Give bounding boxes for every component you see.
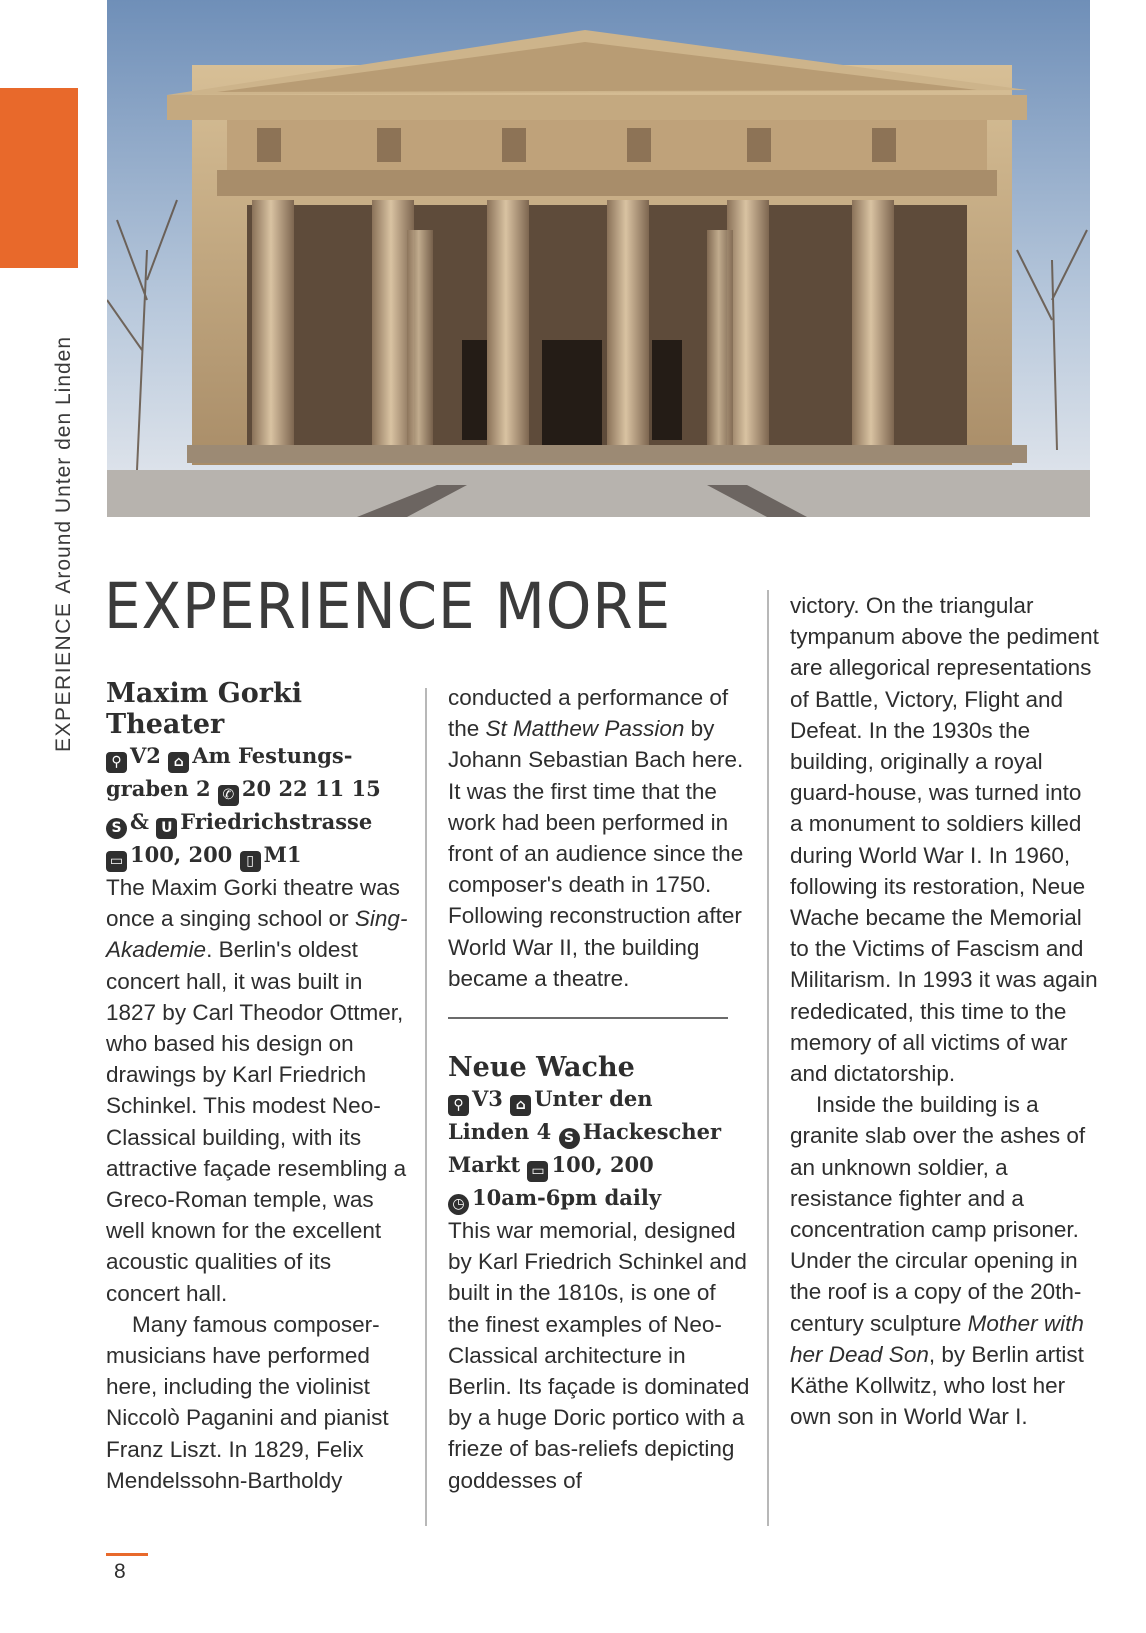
text-run: conducted a performance of the xyxy=(448,685,729,742)
text-run: The Maxim Gorki theatre was once a singing school or xyxy=(106,875,400,932)
map-pin-icon: ⚲ xyxy=(448,1095,469,1116)
map-ref: V3 xyxy=(472,1086,503,1111)
transit-connector: & xyxy=(130,809,157,834)
maxim-gorki-info xyxy=(106,740,411,872)
maxim-paragraph-3 xyxy=(448,682,753,994)
neue-wache-info xyxy=(448,1083,753,1215)
chapter-label: EXPERIENCE xyxy=(52,601,75,752)
maxim-paragraph-2: Many famous composer-musicians have performed here, including the violinist Niccolò Paganini and pianist Franz Liszt. In 1829, Felix Mendelssohn-Bartholdy xyxy=(106,1311,389,1493)
map-ref: V2 xyxy=(130,743,161,768)
chapter-side-label xyxy=(52,336,76,752)
text-emphasis: Mother with her Dead Son xyxy=(790,1310,1084,1367)
column-2 xyxy=(448,682,753,994)
address-line-1: Unter den xyxy=(534,1086,653,1111)
entry-separator xyxy=(448,1017,728,1019)
bus-icon: ▭ xyxy=(106,851,127,872)
neue-paragraph-2: victory. On the triangular tympanum above the pediment are allegorical representations of Battle, Victory, Flight and Defeat. In the 1930s the building, originally a royal guard-house, was turned into a monument to soldiers killed during World War I. In 1960, following its restoration, Neue Wache became the Memorial to the Victims of Fascism and Militarism. In 1993 it was again rededicated, this time to the memory of all victims of war and dictatorship. xyxy=(790,593,1099,1087)
text-emphasis: Sing-Akademie xyxy=(106,906,408,963)
station-name: Friedrichstrasse xyxy=(180,809,373,834)
column-divider xyxy=(767,590,769,1526)
phone-number: 20 22 11 15 xyxy=(241,776,381,801)
maxim-paragraph-1 xyxy=(106,872,411,1309)
text-run: by Johann Sebastian Bach here. It was the first time that the work had been performed in front of an audience since the composer's death in 1750. Following reconstruction after World War II, the building became a theatre. xyxy=(448,716,744,991)
neue-paragraph-1: This war memorial, designed by Karl Friedrich Schinkel and built in the 1810s, is one of the finest examples of Neo-Classical architecture in Berlin. Its façade is dominated by a huge Doric portico with a frieze of bas-reliefs depicting goddesses of xyxy=(448,1218,750,1493)
section-label: Around Unter den Linden xyxy=(52,335,75,594)
text-emphasis: St Matthew Passion xyxy=(485,716,685,742)
maxim-gorki-title: Maxim Gorki Theater xyxy=(106,678,302,740)
s-bahn-icon: S xyxy=(106,818,127,839)
neue-wache-title: Neue Wache xyxy=(448,1052,635,1083)
house-icon: ⌂ xyxy=(510,1095,531,1116)
text-run: Inside the building is a granite slab over the ashes of an unknown soldier, a resistance fighter and a concentration camp prisoner. Under the circular opening in the roof is a copy of the 20th-century sculpture xyxy=(790,1092,1086,1336)
house-icon: ⌂ xyxy=(168,752,189,773)
station-name: Hackescher Markt xyxy=(448,1119,722,1177)
opening-hours: 10am-6pm daily xyxy=(472,1185,662,1210)
address-line-2: Linden 4 xyxy=(448,1119,552,1144)
text-run: , by Berlin artist Käthe Kollwitz, who lost her own son in World War I. xyxy=(790,1341,1084,1430)
column-divider xyxy=(425,688,427,1526)
text-run: . Berlin's oldest concert hall, it was built in 1827 by Carl Theodor Ottmer, who based his design on drawings by Karl Friedrich Schinkel. This modest Neo-Classical building, with its attractive façade resembling a Greco-Roman temple, was well known for the excellent acoustic qualities of its concert hall. xyxy=(106,937,407,1306)
s-bahn-icon: S xyxy=(559,1128,580,1149)
section-heading: EXPERIENCE MORE xyxy=(104,570,672,643)
chapter-color-tab xyxy=(0,88,78,268)
address-line-2: graben 2 xyxy=(106,776,211,801)
neue-wache-entry xyxy=(448,1052,753,1496)
neue-wache-photo xyxy=(107,0,1090,517)
page-number-rule xyxy=(106,1553,148,1556)
bus-lines: 100, 200 xyxy=(551,1152,654,1177)
bus-lines: 100, 200 xyxy=(130,842,233,867)
address-line-1: Am Festungs- xyxy=(192,743,353,768)
tram-line: M1 xyxy=(263,842,302,867)
phone-icon: ✆ xyxy=(218,785,239,806)
tram-icon: ▯ xyxy=(240,851,261,872)
column-1 xyxy=(106,678,411,1496)
u-bahn-icon: U xyxy=(156,818,177,839)
column-3 xyxy=(790,590,1100,1432)
clock-icon: ◷ xyxy=(448,1194,469,1215)
page-number: 8 xyxy=(114,1560,126,1583)
neue-paragraph-3 xyxy=(790,1089,1100,1432)
map-pin-icon: ⚲ xyxy=(106,752,127,773)
bus-icon: ▭ xyxy=(527,1161,548,1182)
